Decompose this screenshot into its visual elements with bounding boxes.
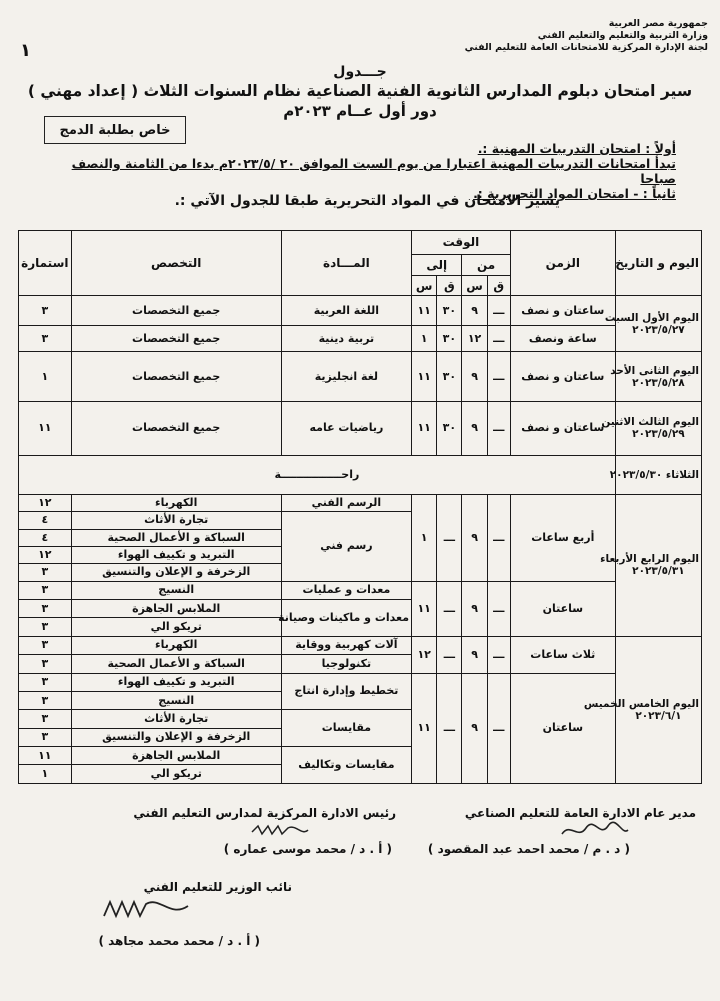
duration-cell: ساعتان و نصف — [510, 352, 615, 402]
subject-cell: آلات كهربية ووقاية — [281, 636, 411, 654]
exam-schedule-table — [18, 230, 702, 784]
form-cell: ٣ — [19, 728, 72, 746]
form-cell: ١٢ — [19, 495, 72, 512]
day-name: اليوم الأول السبت — [604, 311, 699, 324]
subject-cell: تربية دينية — [281, 326, 411, 352]
subject-cell: رسم فني — [281, 512, 411, 581]
specialization-cell: الكهرباء — [71, 636, 281, 654]
header-day: اليوم و التاريخ — [615, 231, 701, 296]
intro-line: ثانياً : - امتحان المواد التحريرية :. — [473, 186, 676, 201]
title-line-3: دور أول عــام ٢٠٢٣م — [283, 102, 437, 120]
to-hours: ١١ — [412, 295, 437, 325]
from-hours: ٩ — [462, 636, 487, 673]
from-minutes: ـــ — [487, 401, 510, 455]
form-cell: ١ — [19, 765, 72, 784]
duration-cell: ساعة ونصف — [510, 326, 615, 352]
to-minutes: ٣٠ — [437, 352, 462, 402]
form-cell: ٣ — [19, 581, 72, 599]
day-name: اليوم الرابع الأربعاء — [600, 553, 699, 566]
authority-line: وزارة التربية والتعليم والتعليم الفني — [537, 30, 708, 41]
form-cell: ٣ — [19, 673, 72, 691]
signature-title-left: رئيس الادارة المركزية لمدارس التعليم الفني — [133, 806, 396, 820]
duration-cell: ساعتان و نصف — [510, 295, 615, 325]
specialization-cell: النسيج — [71, 581, 281, 599]
from-minutes: ـــ — [487, 581, 510, 636]
intro-line: يسير الامتحان في المواد التحريرية طبقا للجدول الآتي :. — [174, 193, 560, 209]
title-line-2: سير امتحان دبلوم المدارس الثانوية الفنية الصناعية نظام السنوات الثلاث ( إعداد مهني ) — [27, 82, 693, 100]
to-hours: ١ — [412, 495, 437, 582]
duration-cell: أربع ساعات — [510, 495, 615, 582]
specialization-cell: جميع التخصصات — [71, 401, 281, 455]
document-title — [0, 64, 720, 120]
day-cell — [604, 295, 701, 351]
to-minutes: ـــ — [437, 636, 462, 673]
form-cell: ١٢ — [19, 546, 72, 563]
subject-cell: معدات و عمليات — [281, 581, 411, 599]
day-name: اليوم الثانى الأحد — [610, 364, 699, 377]
form-cell: ١ — [19, 352, 72, 402]
subject-cell: رياضيات عامه — [281, 401, 411, 455]
subject-cell: مقايسات — [281, 710, 411, 747]
intro-text — [36, 141, 676, 201]
signature-scribble-icon — [560, 820, 630, 842]
from-minutes: ـــ — [487, 295, 510, 325]
to-minutes: ٣٠ — [437, 401, 462, 455]
form-cell: ٣ — [19, 691, 72, 709]
form-cell: ٣ — [19, 618, 72, 636]
page-number: ١ — [20, 40, 31, 61]
form-cell: ٣ — [19, 599, 72, 617]
header-duration: الزمن — [510, 231, 615, 296]
signature-name-deputy: ( أ . د / محمد محمد مجاهد ) — [98, 934, 260, 948]
signature-title-deputy: نائب الوزير للتعليم الفني — [143, 880, 292, 894]
authority-line: لجنة الإدارة المركزية للامتحانات العامة للتعليم الفني — [464, 42, 708, 53]
subject-cell: اللغة العربية — [281, 295, 411, 325]
day-date: ٢٠٢٣/٥/٢٩ — [632, 428, 685, 441]
specialization-cell: تجارة الأثاث — [71, 512, 281, 529]
specialization-cell: الملابس الجاهزة — [71, 599, 281, 617]
specialization-cell: الزخرفة و الإعلان والتنسيق — [71, 564, 281, 581]
specialization-cell: جميع التخصصات — [71, 326, 281, 352]
day-cell — [610, 352, 701, 402]
signature-scribble-icon — [100, 896, 190, 922]
from-minutes: ـــ — [487, 326, 510, 352]
subject-cell: تكنولوجيا — [281, 655, 411, 673]
to-minutes: ـــ — [437, 495, 462, 582]
duration-cell: ثلاث ساعات — [510, 636, 615, 673]
from-minutes: ـــ — [487, 636, 510, 673]
specialization-cell: التبريد و تكييف الهواء — [71, 546, 281, 563]
day-date: ٢٠٢٣/٥/٣١ — [632, 565, 685, 578]
stamp-box: خاص بطلبة الدمج — [44, 116, 186, 144]
duration-cell: ساعتان — [510, 581, 615, 636]
duration-cell: ساعتان و نصف — [510, 401, 615, 455]
form-cell: ٣ — [19, 655, 72, 673]
subject-cell: تخطيط وإدارة انتاج — [281, 673, 411, 710]
rest-day-cell: الثلاثاء ٢٠٢٣/٥/٣٠ — [615, 456, 701, 495]
to-minutes: ـــ — [437, 673, 462, 783]
day-name: اليوم الخامس الخميس — [583, 697, 699, 710]
header-hours: س — [412, 276, 437, 295]
header-to: إلى — [412, 254, 462, 276]
from-minutes: ـــ — [487, 352, 510, 402]
day-date: ٢٠٢٣/٥/٢٧ — [632, 323, 685, 336]
from-hours: ٩ — [462, 495, 487, 582]
from-hours: ٩ — [462, 673, 487, 783]
form-cell: ٣ — [19, 710, 72, 728]
authority-line: جمهورية مصر العربية — [608, 18, 708, 29]
authority-header — [448, 18, 708, 54]
day-cell — [583, 636, 701, 783]
rest-label: راحــــــــــــــــة — [19, 456, 616, 495]
to-hours: ١١ — [412, 581, 437, 636]
header-subject: المـــادة — [281, 231, 411, 296]
header-form: استمارة — [19, 231, 72, 296]
specialization-cell: الملابس الجاهزة — [71, 747, 281, 765]
duration-cell: ساعتان — [510, 673, 615, 783]
to-minutes: ٣٠ — [437, 326, 462, 352]
signature-name-left: ( أ . د / محمد موسى عماره ) — [223, 842, 392, 856]
specialization-cell: جميع التخصصات — [71, 295, 281, 325]
signature-name-right: ( د . م / محمد احمد عبد المقصود ) — [427, 842, 630, 856]
day-name: اليوم الثالث الاثنين — [601, 416, 699, 429]
specialization-cell: التبريد و تكييف الهواء — [71, 673, 281, 691]
from-minutes: ـــ — [487, 673, 510, 783]
specialization-cell: تريكو الي — [71, 618, 281, 636]
from-hours: ٩ — [462, 295, 487, 325]
from-hours: ٩ — [462, 352, 487, 402]
form-cell: ٣ — [19, 564, 72, 581]
form-cell: ٤ — [19, 529, 72, 546]
intro-line: أولاً : امتحان التدريبات المهنية :. — [477, 141, 676, 156]
form-cell: ٣ — [19, 295, 72, 325]
to-minutes: ـــ — [437, 581, 462, 636]
form-cell: ٣ — [19, 326, 72, 352]
from-minutes: ـــ — [487, 495, 510, 582]
to-hours: ١١ — [412, 673, 437, 783]
to-hours: ١١ — [412, 352, 437, 402]
signature-title-right: مدير عام الادارة العامة للتعليم الصناعي — [464, 806, 696, 820]
subject-cell: الرسم الفني — [281, 495, 411, 512]
specialization-cell: السباكة و الأعمال الصحية — [71, 529, 281, 546]
form-cell: ١١ — [19, 401, 72, 455]
header-minutes: ق — [487, 276, 510, 295]
from-hours: ١٢ — [462, 326, 487, 352]
header-time: الوقت — [412, 231, 511, 255]
subject-cell: لغة انجليزية — [281, 352, 411, 402]
form-cell: ١١ — [19, 747, 72, 765]
specialization-cell: تجارة الأثاث — [71, 710, 281, 728]
day-date: ٢٠٢٣/٦/١ — [635, 709, 682, 722]
to-hours: ١١ — [412, 401, 437, 455]
header-minutes: ق — [437, 276, 462, 295]
specialization-cell: تريكو الي — [71, 765, 281, 784]
form-cell: ٣ — [19, 636, 72, 654]
day-date: ٢٠٢٣/٥/٢٨ — [632, 376, 685, 389]
from-hours: ٩ — [462, 401, 487, 455]
specialization-cell: النسيج — [71, 691, 281, 709]
from-hours: ٩ — [462, 581, 487, 636]
header-hours: س — [462, 276, 487, 295]
specialization-cell: الكهرباء — [71, 495, 281, 512]
day-cell — [601, 401, 701, 455]
specialization-cell: السباكة و الأعمال الصحية — [71, 655, 281, 673]
title-line-1: جـــدول — [333, 64, 387, 80]
signature-scribble-icon — [250, 822, 310, 840]
to-hours: ١ — [412, 326, 437, 352]
header-specialization: التخصص — [71, 231, 281, 296]
intro-line: تبدأ امتحانات التدريبات المهنية اعتبارا من يوم السبت الموافق ٢٠ /٢٠٢٣/٥م بدءا من الثامنة والنصف صباحا — [71, 156, 676, 186]
subject-cell: مقايسات وتكاليف — [281, 747, 411, 784]
day-cell — [600, 495, 701, 637]
to-minutes: ٣٠ — [437, 295, 462, 325]
form-cell: ٤ — [19, 512, 72, 529]
to-hours: ١٢ — [412, 636, 437, 673]
header-from: من — [462, 254, 510, 276]
specialization-cell: جميع التخصصات — [71, 352, 281, 402]
specialization-cell: الزخرفة و الإعلان والتنسيق — [71, 728, 281, 746]
subject-cell: معدات و ماكينات وصيانة — [281, 599, 411, 636]
